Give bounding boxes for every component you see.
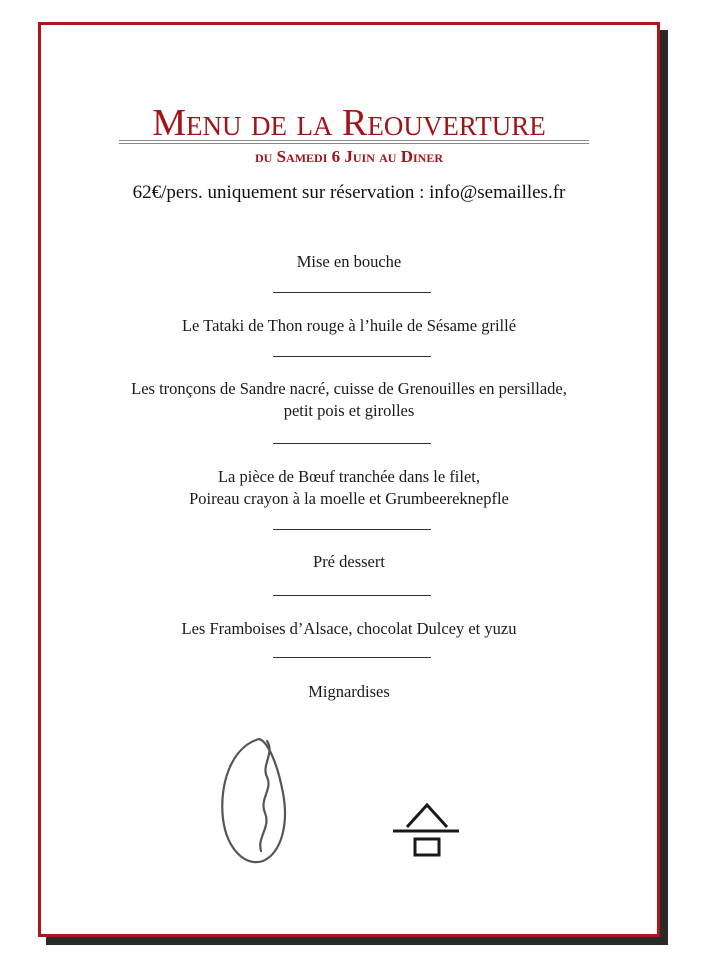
course-line: La pièce de Bœuf tranchée dans le filet,: [217, 467, 481, 486]
course-line: Les tronçons de Sandre nacré, cuisse de Grenouilles en persillade,: [131, 379, 567, 398]
course-pre-dessert: [41, 551, 657, 573]
course-line: Mignardises: [308, 682, 390, 701]
course-line: petit pois et girolles: [283, 401, 415, 420]
course-sandre: [41, 378, 657, 422]
course-separator: [273, 529, 431, 530]
course-line: Le Tataki de Thon rouge à l’huile de Sésame grillé: [181, 316, 517, 335]
title-underline-second: [119, 143, 589, 144]
menu-subtitle: du Samedi 6 Juin au Diner: [255, 147, 443, 166]
title-underline: [119, 140, 589, 141]
menu-card: [38, 22, 660, 937]
course-line: Pré dessert: [313, 552, 385, 571]
course-framboises: [41, 618, 657, 640]
house-logo-icon: [391, 801, 461, 857]
course-boeuf: [41, 466, 657, 510]
course-separator: [273, 443, 431, 444]
course-line: Poireau crayon à la moelle et Grumbeereknepfle: [189, 489, 509, 508]
course-line: Les Framboises d’Alsace, chocolat Dulcey et yuzu: [181, 619, 517, 638]
price-line: 62€/pers. uniquement sur réservation : info@semailles.fr: [132, 182, 566, 203]
course-separator: [273, 292, 431, 293]
seed-logo-icon: [217, 733, 293, 869]
course-separator: [273, 657, 431, 658]
menu-title: Menu de la Reouverture: [152, 102, 546, 144]
course-line: Mise en bouche: [296, 252, 402, 271]
course-separator: [273, 356, 431, 357]
course-mignardises: [41, 681, 657, 703]
course-mise-en-bouche: [41, 251, 657, 273]
course-separator: [273, 595, 431, 596]
course-tataki: [41, 315, 657, 337]
